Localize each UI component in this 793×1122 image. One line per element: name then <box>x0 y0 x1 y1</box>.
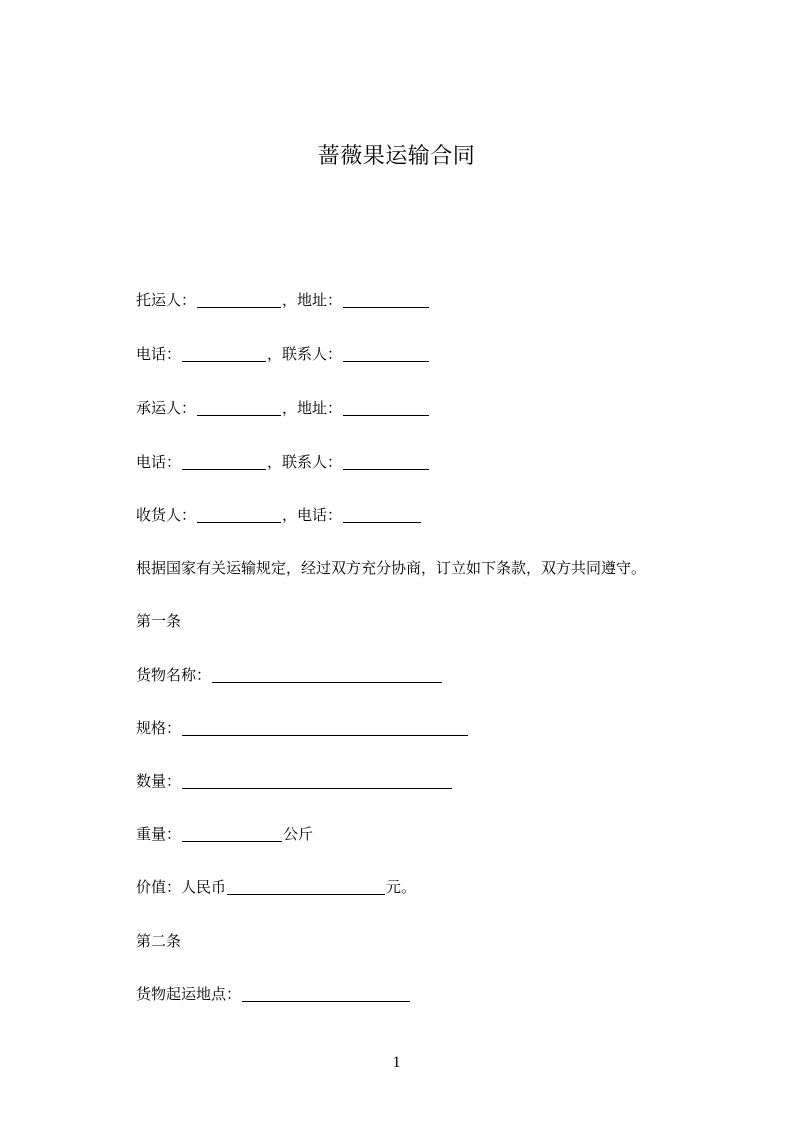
origin-field[interactable] <box>242 984 410 1002</box>
carrier-label: 承运人： <box>136 399 197 417</box>
carrier-phone-label: 电话： <box>136 453 182 471</box>
carrier-line <box>136 396 430 420</box>
quantity-field[interactable] <box>182 771 452 789</box>
article-1-heading: 第一条 <box>136 612 182 630</box>
carrier-contact-line <box>136 450 430 474</box>
quantity-label: 数量： <box>136 772 182 790</box>
weight-label: 重量： <box>136 825 182 843</box>
spec-label: 规格： <box>136 719 182 737</box>
shipper-line <box>136 288 430 312</box>
preamble-text: 根据国家有关运输规定，经过双方充分协商，订立如下条款，双方共同遵守。 <box>136 559 647 577</box>
page-number: 1 <box>392 1054 401 1071</box>
carrier-name-field[interactable] <box>197 398 281 416</box>
value-field[interactable] <box>227 877 385 895</box>
origin-line <box>136 982 411 1006</box>
weight-unit: 公斤 <box>283 825 314 843</box>
origin-label: 货物起运地点： <box>136 985 242 1003</box>
weight-line <box>136 822 313 846</box>
spec-line <box>136 716 469 740</box>
carrier-address-field[interactable] <box>343 398 429 416</box>
article-2-heading: 第二条 <box>136 932 182 950</box>
shipper-contact-field[interactable] <box>343 344 429 362</box>
consignee-name-field[interactable] <box>197 505 281 523</box>
consignee-phone-field[interactable] <box>343 505 421 523</box>
shipper-contact-label: ，联系人： <box>267 345 343 363</box>
goods-name-line <box>136 663 443 687</box>
goods-name-label: 货物名称： <box>136 666 212 684</box>
spec-field[interactable] <box>182 718 468 736</box>
carrier-phone-field[interactable] <box>182 452 266 470</box>
value-line <box>136 875 416 899</box>
consignee-line <box>136 503 422 527</box>
value-label: 价值：人民币 <box>136 878 227 896</box>
quantity-line <box>136 769 453 793</box>
consignee-phone-label: ，电话： <box>282 506 343 524</box>
shipper-name-field[interactable] <box>197 290 281 308</box>
weight-field[interactable] <box>182 824 282 842</box>
carrier-contact-label: ，联系人： <box>267 453 343 471</box>
carrier-contact-field[interactable] <box>343 452 429 470</box>
carrier-address-label: ，地址： <box>282 399 343 417</box>
goods-name-field[interactable] <box>212 665 442 683</box>
page-title: 蔷薇果运输合同 <box>317 144 476 169</box>
value-unit: 元。 <box>386 878 417 896</box>
consignee-label: 收货人： <box>136 506 197 524</box>
shipper-address-field[interactable] <box>343 290 429 308</box>
shipper-label: 托运人： <box>136 291 197 309</box>
shipper-phone-field[interactable] <box>182 344 266 362</box>
shipper-contact-line <box>136 342 430 366</box>
shipper-address-label: ，地址： <box>282 291 343 309</box>
shipper-phone-label: 电话： <box>136 345 182 363</box>
